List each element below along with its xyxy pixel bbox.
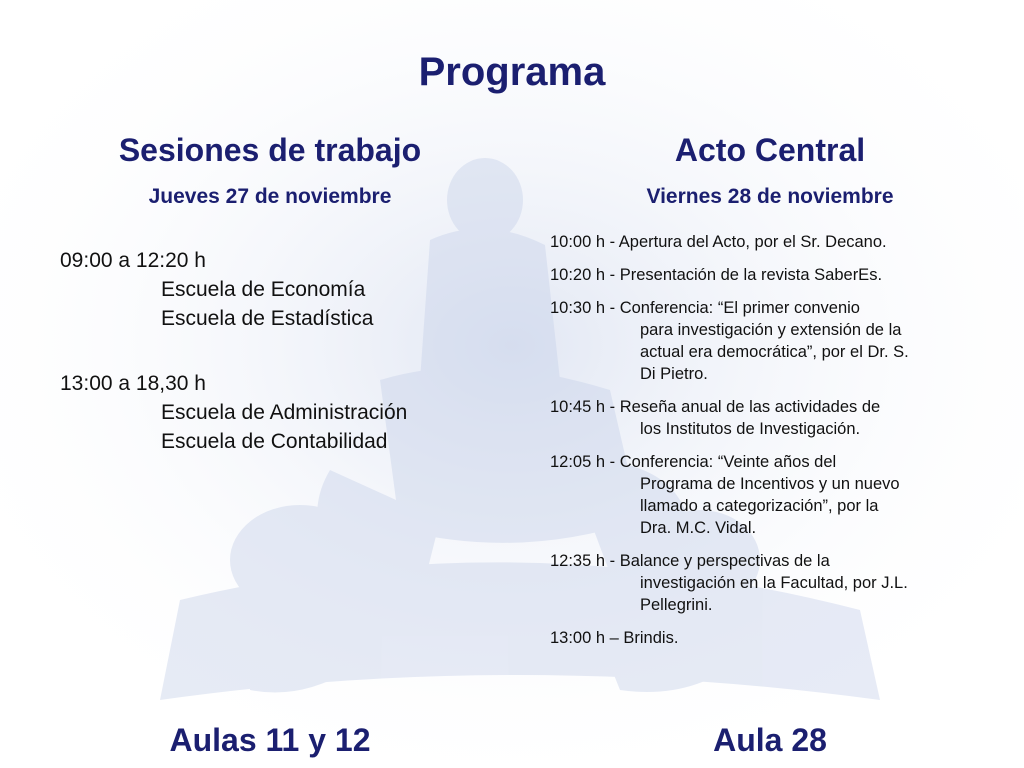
schedule-entry: [550, 451, 995, 539]
schedule-entry: [550, 297, 995, 385]
friday-date: Viernes 28 de noviembre: [646, 185, 894, 208]
session-room: Escuela de Economía: [161, 278, 366, 301]
schedule-line: Programa de Incentivos y un nuevo: [640, 475, 900, 493]
thursday-date: Jueves 27 de noviembre: [148, 185, 392, 208]
schedule-line: 13:00 h – Brindis.: [550, 629, 679, 647]
page-title: Programa: [418, 50, 606, 94]
session-block: [60, 369, 490, 456]
schedule-line: 12:05 h - Conferencia: “Veinte años del: [550, 453, 837, 471]
schedule-entry: [550, 396, 995, 440]
work-sessions-heading: Sesiones de trabajo: [118, 132, 422, 168]
session-time: 13:00 a 18,30 h: [60, 372, 206, 395]
schedule-line: 10:20 h - Presentación de la revista SaberEs.: [550, 266, 883, 284]
session-time: 09:00 a 12:20 h: [60, 249, 206, 272]
schedule-line: Pellegrini.: [640, 596, 713, 614]
schedule-line: llamado a categorización”, por la: [640, 497, 879, 515]
session-room: Escuela de Contabilidad: [161, 430, 388, 453]
schedule-entry: [550, 550, 995, 616]
schedule-line: para investigación y extensión de la: [640, 321, 902, 339]
schedule-line: 12:35 h - Balance y perspectivas de la: [550, 552, 830, 570]
schedule-entry: [550, 231, 995, 253]
schedule-line: 10:00 h - Apertura del Acto, por el Sr. Decano.: [550, 233, 887, 251]
central-act-schedule: [550, 231, 995, 660]
schedule-line: Dra. M.C. Vidal.: [640, 519, 757, 537]
session-room: Escuela de Estadística: [161, 307, 374, 330]
schedule-line: actual era democrática”, por el Dr. S.: [640, 343, 909, 361]
session-room: Escuela de Administración: [161, 401, 408, 424]
classroom-left-label: Aulas 11 y 12: [169, 722, 371, 758]
schedule-line: Di Pietro.: [640, 365, 708, 383]
central-act-heading: Acto Central: [674, 132, 866, 168]
schedule-entry: [550, 627, 995, 649]
schedule-entry: [550, 264, 995, 286]
schedule-line: 10:30 h - Conferencia: “El primer convenio: [550, 299, 860, 317]
classroom-right-label: Aula 28: [713, 722, 827, 758]
schedule-line: 10:45 h - Reseña anual de las actividades de: [550, 398, 881, 416]
session-block: [60, 246, 490, 333]
schedule-line: los Institutos de Investigación.: [640, 420, 861, 438]
schedule-line: investigación en la Facultad, por J.L.: [640, 574, 908, 592]
